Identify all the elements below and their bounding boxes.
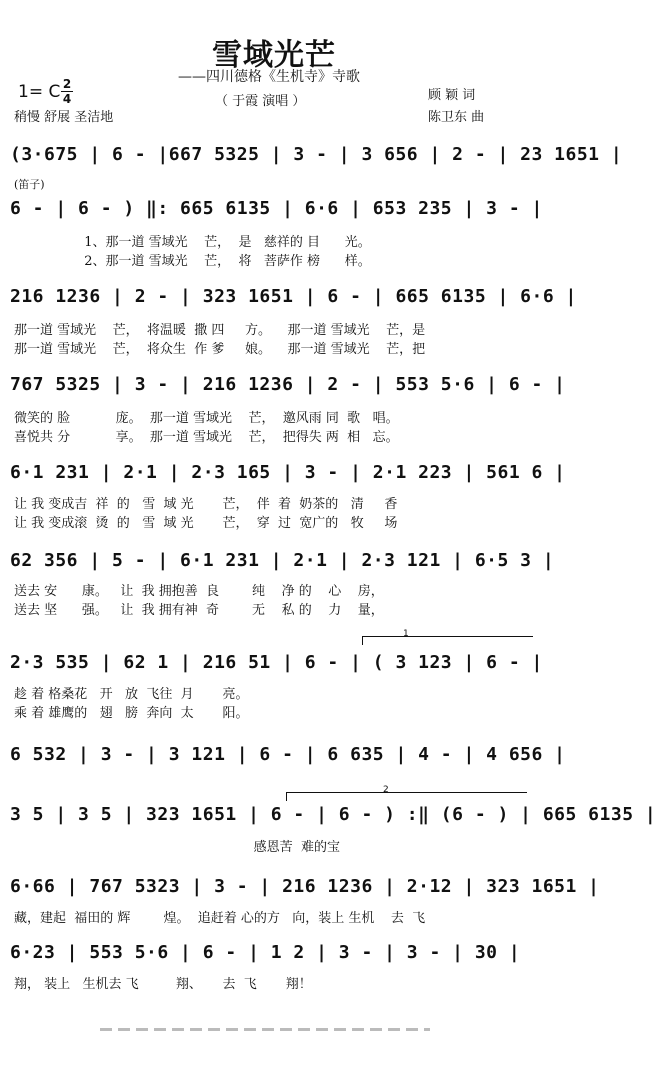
instrument-note: (笛子) <box>14 178 45 191</box>
volta-number-2: 2 <box>383 785 389 795</box>
lyrics-row-7-verse-2: 乘 着 雄鹰的 翅 膀 奔向 太 阳。 <box>14 706 249 721</box>
volta-number-1: 1 <box>403 629 409 639</box>
score-row-2: 6 - | 6 - ) ‖: 665 6135 | 6·6 | 653 235 | 3 - | <box>10 198 543 219</box>
volta-bracket-2 <box>286 785 527 801</box>
meter-top: 2 <box>62 77 72 91</box>
score-row-5: 6·1 231 | 2·1 | 2·3 165 | 3 - | 2·1 223 | 561 6 | <box>10 462 566 483</box>
score-row-1: (3·675 | 6 - |667 5325 | 3 - | 3 656 | 2 - | 23 1651 | <box>10 144 623 165</box>
lyrics-row-9: 感恩苦 难的宝 <box>14 840 340 855</box>
lyrics-row-3-verse-1: 那一道 雪域光 芒， 将温暖 撒 四 方。 那一道 雪域光 芒，是 <box>14 323 426 338</box>
lyrics-row-11: 翔， 装上 生机去 飞 翔、 去 飞 翔！ <box>14 977 312 992</box>
time-signature <box>61 78 73 105</box>
lyrics-row-6-verse-2: 送去 坚 强。 让 我 拥有神 奇 无 私 的 力 量， <box>14 603 384 618</box>
score-row-4: 767 5325 | 3 - | 216 1236 | 2 - | 553 5·6 | 6 - | <box>10 374 566 395</box>
key-signature: 1= C <box>18 82 61 102</box>
score-row-10: 6·66 | 767 5323 | 3 - | 216 1236 | 2·12 | 323 1651 | <box>10 876 600 897</box>
lyrics-row-2-verse-2: 2、那一道 雪域光 芒， 将 菩萨作 榜 样。 <box>14 254 371 269</box>
lyrics-row-10: 藏，建起 福田的 辉 煌。 追赶着 心的方 向，装上 生机 去 飞 <box>14 911 426 926</box>
lyrics-row-7-verse-1: 趁 着 格桑花 开 放 飞往 月 亮。 <box>14 687 249 702</box>
score-row-7: 2·3 535 | 62 1 | 216 51 | 6 - | ( 3 123 | 6 - | <box>10 652 543 673</box>
volta-bracket-1 <box>362 629 533 645</box>
score-row-11: 6·23 | 553 5·6 | 6 - | 1 2 | 3 - | 3 - | 30 | <box>10 942 521 963</box>
lyrics-row-2-verse-1: 1、那一道 雪域光 芒， 是 慈祥的 目 光。 <box>14 235 371 250</box>
song-subtitle: ——四川德格《生机寺》寺歌 <box>178 69 360 85</box>
lyrics-row-4-verse-1: 微笑的 脸 庞。 那一道 雪域光 芒， 邀风雨 同 歌 唱。 <box>14 411 399 426</box>
tempo-marking: 稍慢 舒展 圣洁地 <box>14 110 114 125</box>
song-title: 雪域光芒 <box>212 38 336 73</box>
lyrics-row-3-verse-2: 那一道 雪域光 芒， 将众生 作 爹 娘。 那一道 雪域光 芒，把 <box>14 342 426 357</box>
meter-bottom: 4 <box>62 92 72 106</box>
score-row-9: 3 5 | 3 5 | 323 1651 | 6 - | 6 - ) :‖ (6 - ) | 665 6135 | <box>10 804 656 825</box>
scan-artifact <box>100 1028 430 1031</box>
lyrics-row-4-verse-2: 喜悦共 分 享。 那一道 雪域光 芒， 把得失 两 相 忘。 <box>14 430 399 445</box>
singer-credit: （ 于霞 演唱 ） <box>215 94 306 109</box>
lyricist-credit: 顾 颖 词 <box>428 88 476 103</box>
score-row-8: 6 532 | 3 - | 3 121 | 6 - | 6 635 | 4 - | 4 656 | <box>10 744 566 765</box>
score-row-6: 62 356 | 5 - | 6·1 231 | 2·1 | 2·3 121 | 6·5 3 | <box>10 550 555 571</box>
lyrics-row-5-verse-1: 让 我 变成吉 祥 的 雪 域 光 芒， 伴 着 奶茶的 清 香 <box>14 497 398 512</box>
score-row-3: 216 1236 | 2 - | 323 1651 | 6 - | 665 6135 | 6·6 | <box>10 286 577 307</box>
lyrics-row-6-verse-1: 送去 安 康。 让 我 拥抱善 良 纯 净 的 心 房， <box>14 584 384 599</box>
lyrics-row-5-verse-2: 让 我 变成滚 烫 的 雪 域 光 芒， 穿 过 宽广的 牧 场 <box>14 516 398 531</box>
composer-credit: 陈卫东 曲 <box>428 110 485 125</box>
